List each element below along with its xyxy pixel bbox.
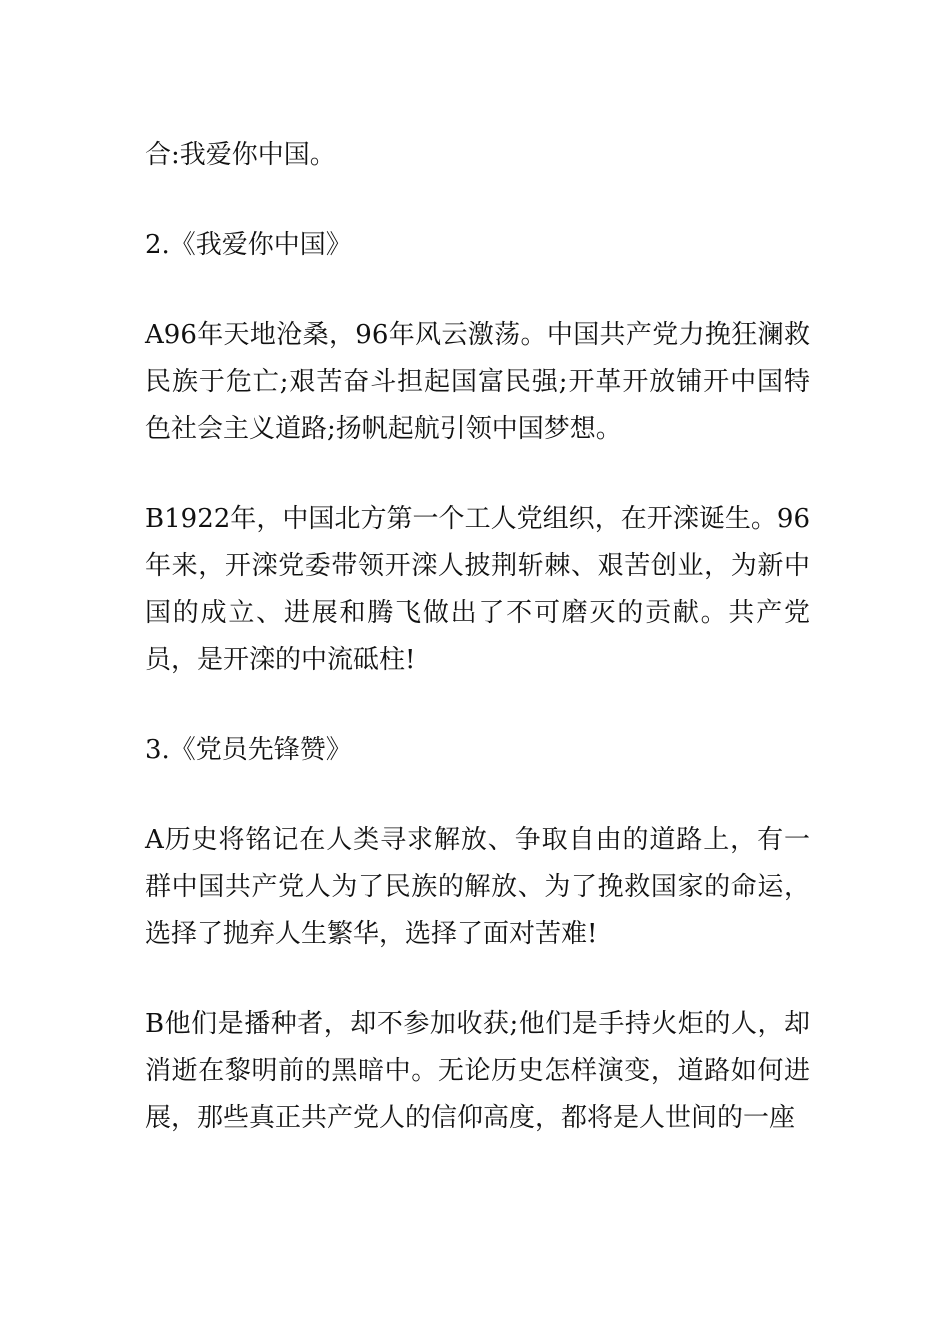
section-heading-2: 2.《我爱你中国》 [145, 230, 352, 260]
paragraph-a-96-years: A96年天地沧桑，96年风云激荡。中国共产党力挽狂澜救民族于危亡;艰苦奋斗担起国富民强;开革开放铺开中国特色社会主义道路;扬帆起航引领中国梦想。 [145, 320, 810, 444]
document-body [145, 132, 810, 1185]
paragraph-b-1922: B1922年，中国北方第一个工人党组织，在开滦诞生。96年来，开滦党委带领开滦人披荆斩棘、艰苦创业，为新中国的成立、进展和腾飞做出了不可磨灭的贡献。共产党员，是开滦的中流砥柱! [145, 504, 810, 675]
paragraph-a-history: A历史将铭记在人类寻求解放、争取自由的道路上，有一群中国共产党人为了民族的解放、为了挽救国家的命运，选择了抛弃人生繁华，选择了面对苦难! [145, 825, 810, 949]
paragraph-b-sowers: B他们是播种者，却不参加收获;他们是手持火炬的人，却消逝在黎明前的黑暗中。无论历史怎样演变，道路如何进展，那些真正共产党人的信仰高度，都将是人世间的一座 [145, 1009, 810, 1133]
section-heading-3: 3.《党员先锋赞》 [145, 735, 352, 765]
paragraph-chorus-line: 合:我爱你中国。 [145, 140, 336, 170]
